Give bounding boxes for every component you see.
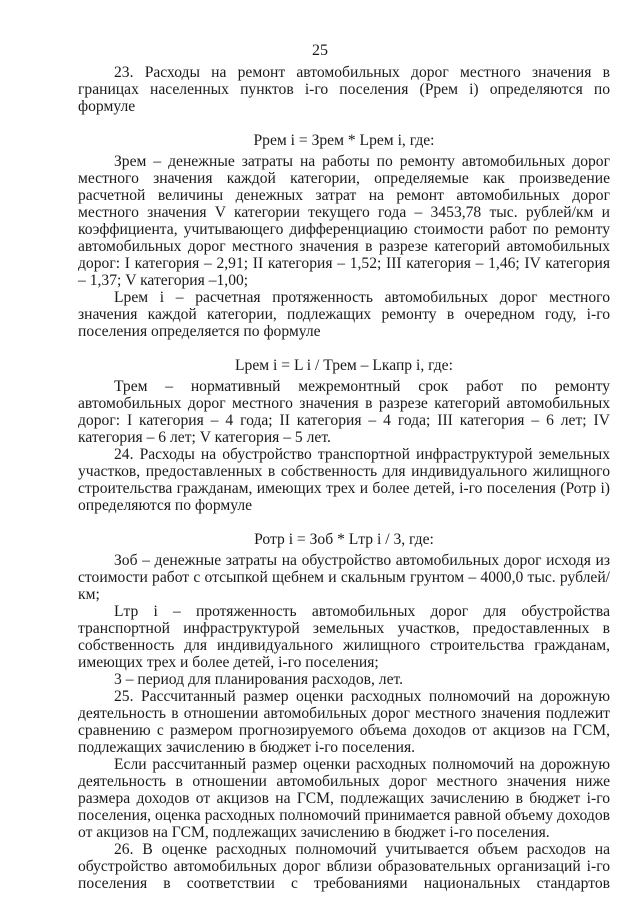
- paragraph-26: 26. В оценке расходных полномочий учитывается объем расходов на обустройство автомобильных дорог вблизи образовательных организаций i-го поселения в соответствии с требованиями национальных стандартов: [78, 841, 610, 892]
- formula-rotr: Ротр i = Зоб * Lтр i / 3, где:: [254, 531, 434, 548]
- document-body: [78, 64, 610, 892]
- definition-trem: Трем – нормативный межремонтный срок работ по ремонту автомобильных дорог местного значения в разрезе категорий автомобильных дорог: I категория – 4 года; II категория – 4 года; III категория – 6 лет; IV категория – 6 лет; V категория – 5 лет.: [78, 378, 610, 446]
- definition-lrem: Lрем i – расчетная протяженность автомобильных дорог местного значения каждой категории, подлежащих ремонту в очередном году, i-го поселения определяется по формуле: [78, 289, 610, 340]
- paragraph-24-intro: 24. Расходы на обустройство транспортной инфраструктурой земельных участков, предоставленных в собственность для индивидуального жилищного строительства гражданам, имеющих трех и более детей, i-го поселения (Ротр i) определяются по формуле: [78, 446, 610, 514]
- definition-period: 3 – период для планирования расходов, лет.: [114, 671, 404, 688]
- definition-zrem: Зрем – денежные затраты на работы по ремонту автомобильных дорог местного значения каждой категории, определяемые как произведение расчетной величины денежных затрат на ремонт автомобильных дорог местного значения V категории текущего года – 3453,78 тыс. рублей/км и коэффициента, учитывающего дифференциацию стоимости работ по ремонту автомобильных дорог местного значения в разрезе категорий автомобильных дорог: I категория – 2,91; II категория – 1,52; III категория – 1,46; IV категория – 1,37; V категория –1,00;: [78, 153, 610, 289]
- formula-rrem: Ррем i = Зрем * Lрем i, где:: [253, 132, 435, 149]
- definition-ltr: Lтр i – протяженность автомобильных дорог для обустройства транспортной инфраструктурой земельных участков, предоставленных в собственность для индивидуального жилищного строительства гражданам, имеющих трех и более детей, i-го поселения;: [78, 603, 610, 671]
- paragraph-25-continued: Если рассчитанный размер оценки расходных полномочий на дорожную деятельность в отношении автомобильных дорог местного значения ниже размера доходов от акцизов на ГСМ, подлежащих зачислению в бюджет i-го поселения, оценка расходных полномочий принимается равной объему доходов от акцизов на ГСМ, подлежащих зачислению в бюджет i-го поселения.: [78, 756, 610, 841]
- definition-zob: Зоб – денежные затраты на обустройство автомобильных дорог исходя из стоимости работ с отсыпкой щебнем и скальным грунтом – 4000,0 тыс. рублей/км;: [78, 552, 610, 603]
- paragraph-23-intro: 23. Расходы на ремонт автомобильных дорог местного значения в границах населенных пунктов i-го поселения (Ррем i) определяются по формуле: [78, 64, 610, 115]
- formula-lrem: Lрем i = L i / Трем – Lкапр i, где:: [235, 357, 453, 374]
- paragraph-25: 25. Рассчитанный размер оценки расходных полномочий на дорожную деятельность в отношении автомобильных дорог местного значения подлежит сравнению с размером прогнозируемого объема доходов от акцизов на ГСМ, подлежащих зачислению в бюджет i-го поселения.: [78, 688, 610, 756]
- page-number: 25: [312, 42, 328, 59]
